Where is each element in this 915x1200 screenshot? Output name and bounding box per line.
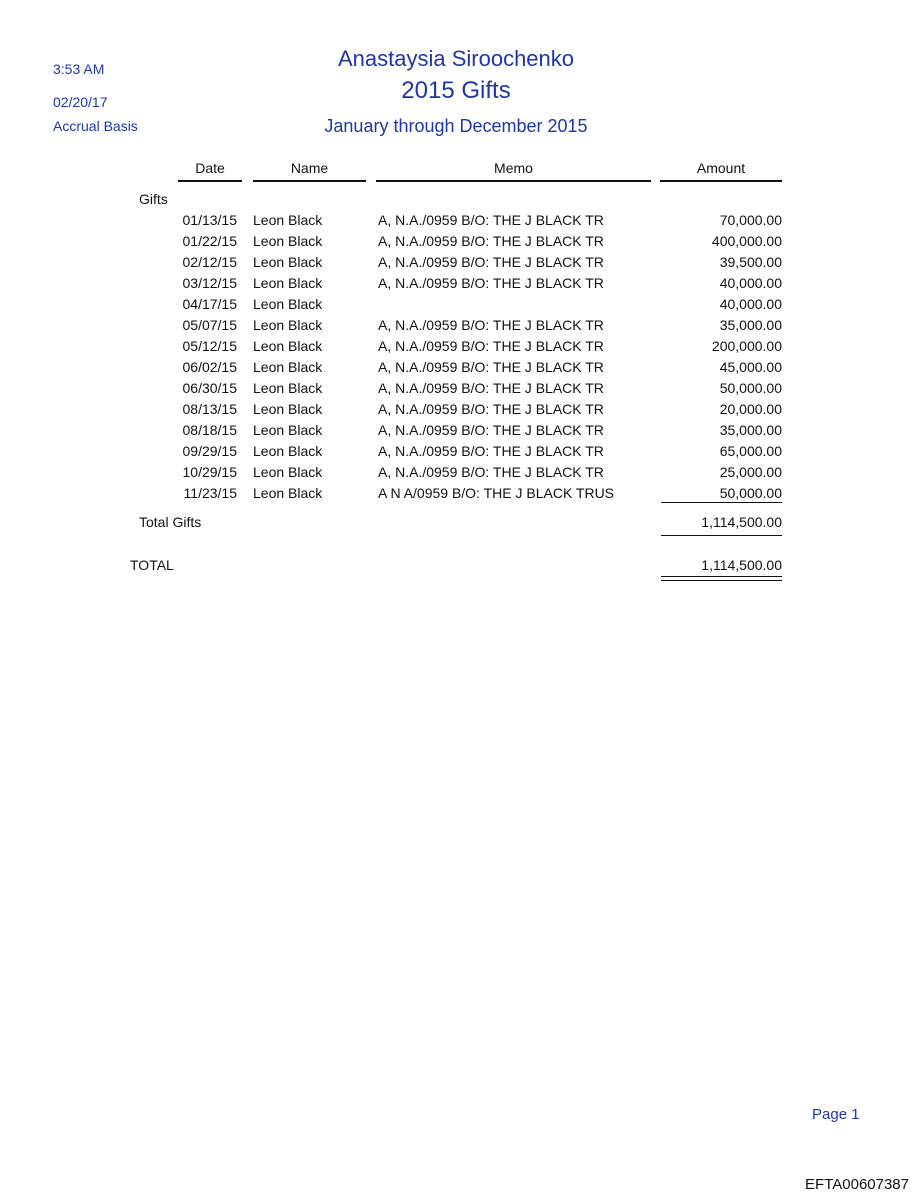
row-amount: 39,500.00 [719, 254, 782, 270]
row-memo: A, N.A./0959 B/O: THE J BLACK TR [378, 233, 604, 249]
column-header-date: Date [195, 160, 225, 176]
report-time: 3:53 AM [53, 61, 105, 77]
row-date: 05/07/15 [182, 317, 237, 333]
column-rule-memo [376, 180, 651, 182]
row-memo: A, N.A./0959 B/O: THE J BLACK TR [378, 422, 604, 438]
row-amount: 400,000.00 [711, 233, 782, 249]
column-header-name: Name [290, 160, 329, 176]
row-date: 03/12/15 [182, 275, 237, 291]
row-name: Leon Black [253, 380, 323, 396]
report-date: 02/20/17 [53, 94, 108, 110]
row-amount: 65,000.00 [719, 443, 782, 459]
row-date: 08/18/15 [182, 422, 237, 438]
company-name: Anastaysia Siroochenko [337, 46, 575, 71]
report-period: January through December 2015 [324, 116, 588, 136]
column-rule-amount [660, 180, 782, 182]
row-memo: A, N.A./0959 B/O: THE J BLACK TR [378, 359, 604, 375]
column-header-amount: Amount [696, 160, 746, 176]
column-rule-date [178, 180, 242, 182]
row-name: Leon Black [253, 317, 323, 333]
row-amount: 200,000.00 [711, 338, 782, 354]
row-date: 05/12/15 [182, 338, 237, 354]
grand-total-double-rule-top [661, 576, 782, 577]
row-memo: A, N.A./0959 B/O: THE J BLACK TR [378, 275, 604, 291]
row-amount: 40,000.00 [719, 275, 782, 291]
page-number: Page 1 [812, 1106, 860, 1123]
document-id: EFTA00607387 [805, 1176, 909, 1193]
row-memo: A, N.A./0959 B/O: THE J BLACK TR [378, 443, 604, 459]
row-date: 10/29/15 [182, 464, 237, 480]
row-name: Leon Black [253, 485, 323, 501]
report-basis: Accrual Basis [53, 118, 138, 134]
row-memo: A, N.A./0959 B/O: THE J BLACK TR [378, 338, 604, 354]
row-date: 02/12/15 [182, 254, 237, 270]
row-date: 06/30/15 [182, 380, 237, 396]
section-total-label: Total Gifts [139, 514, 202, 530]
row-date: 01/22/15 [182, 233, 237, 249]
row-date: 09/29/15 [182, 443, 237, 459]
row-memo: A, N.A./0959 B/O: THE J BLACK TR [378, 401, 604, 417]
row-name: Leon Black [253, 296, 323, 312]
row-name: Leon Black [253, 338, 323, 354]
row-name: Leon Black [253, 464, 323, 480]
row-amount: 20,000.00 [719, 401, 782, 417]
row-amount: 70,000.00 [719, 212, 782, 228]
row-date: 04/17/15 [182, 296, 237, 312]
row-amount: 35,000.00 [719, 317, 782, 333]
grand-total-amount: 1,114,500.00 [701, 557, 782, 573]
row-name: Leon Black [253, 254, 323, 270]
section-total-rule [661, 502, 782, 503]
row-date: 08/13/15 [182, 401, 237, 417]
row-amount: 50,000.00 [719, 380, 782, 396]
grand-total-label: TOTAL [130, 557, 174, 573]
row-name: Leon Black [253, 233, 323, 249]
row-memo: A, N.A./0959 B/O: THE J BLACK TR [378, 317, 604, 333]
row-amount: 45,000.00 [719, 359, 782, 375]
column-rule-name [253, 180, 366, 182]
row-name: Leon Black [253, 401, 323, 417]
row-amount: 35,000.00 [719, 422, 782, 438]
row-memo: A, N.A./0959 B/O: THE J BLACK TR [378, 380, 604, 396]
column-header-memo: Memo [494, 160, 533, 176]
row-amount: 25,000.00 [719, 464, 782, 480]
row-date: 11/23/15 [183, 485, 237, 501]
row-amount: 50,000.00 [719, 485, 782, 501]
row-memo: A, N.A./0959 B/O: THE J BLACK TR [378, 212, 604, 228]
section-total-underline [661, 535, 782, 536]
row-memo: A, N.A./0959 B/O: THE J BLACK TR [378, 254, 604, 270]
grand-total-double-rule-bottom [661, 580, 782, 581]
report-title: 2015 Gifts [401, 77, 511, 104]
section-label: Gifts [139, 191, 168, 207]
row-memo: A N A/0959 B/O: THE J BLACK TRUS [378, 485, 615, 501]
section-total-amount: 1,114,500.00 [701, 514, 782, 530]
row-name: Leon Black [253, 443, 323, 459]
row-name: Leon Black [253, 212, 323, 228]
row-memo: A, N.A./0959 B/O: THE J BLACK TR [378, 464, 604, 480]
row-name: Leon Black [253, 422, 323, 438]
row-date: 01/13/15 [182, 212, 237, 228]
row-date: 06/02/15 [182, 359, 237, 375]
row-name: Leon Black [253, 359, 323, 375]
row-name: Leon Black [253, 275, 323, 291]
row-amount: 40,000.00 [719, 296, 782, 312]
